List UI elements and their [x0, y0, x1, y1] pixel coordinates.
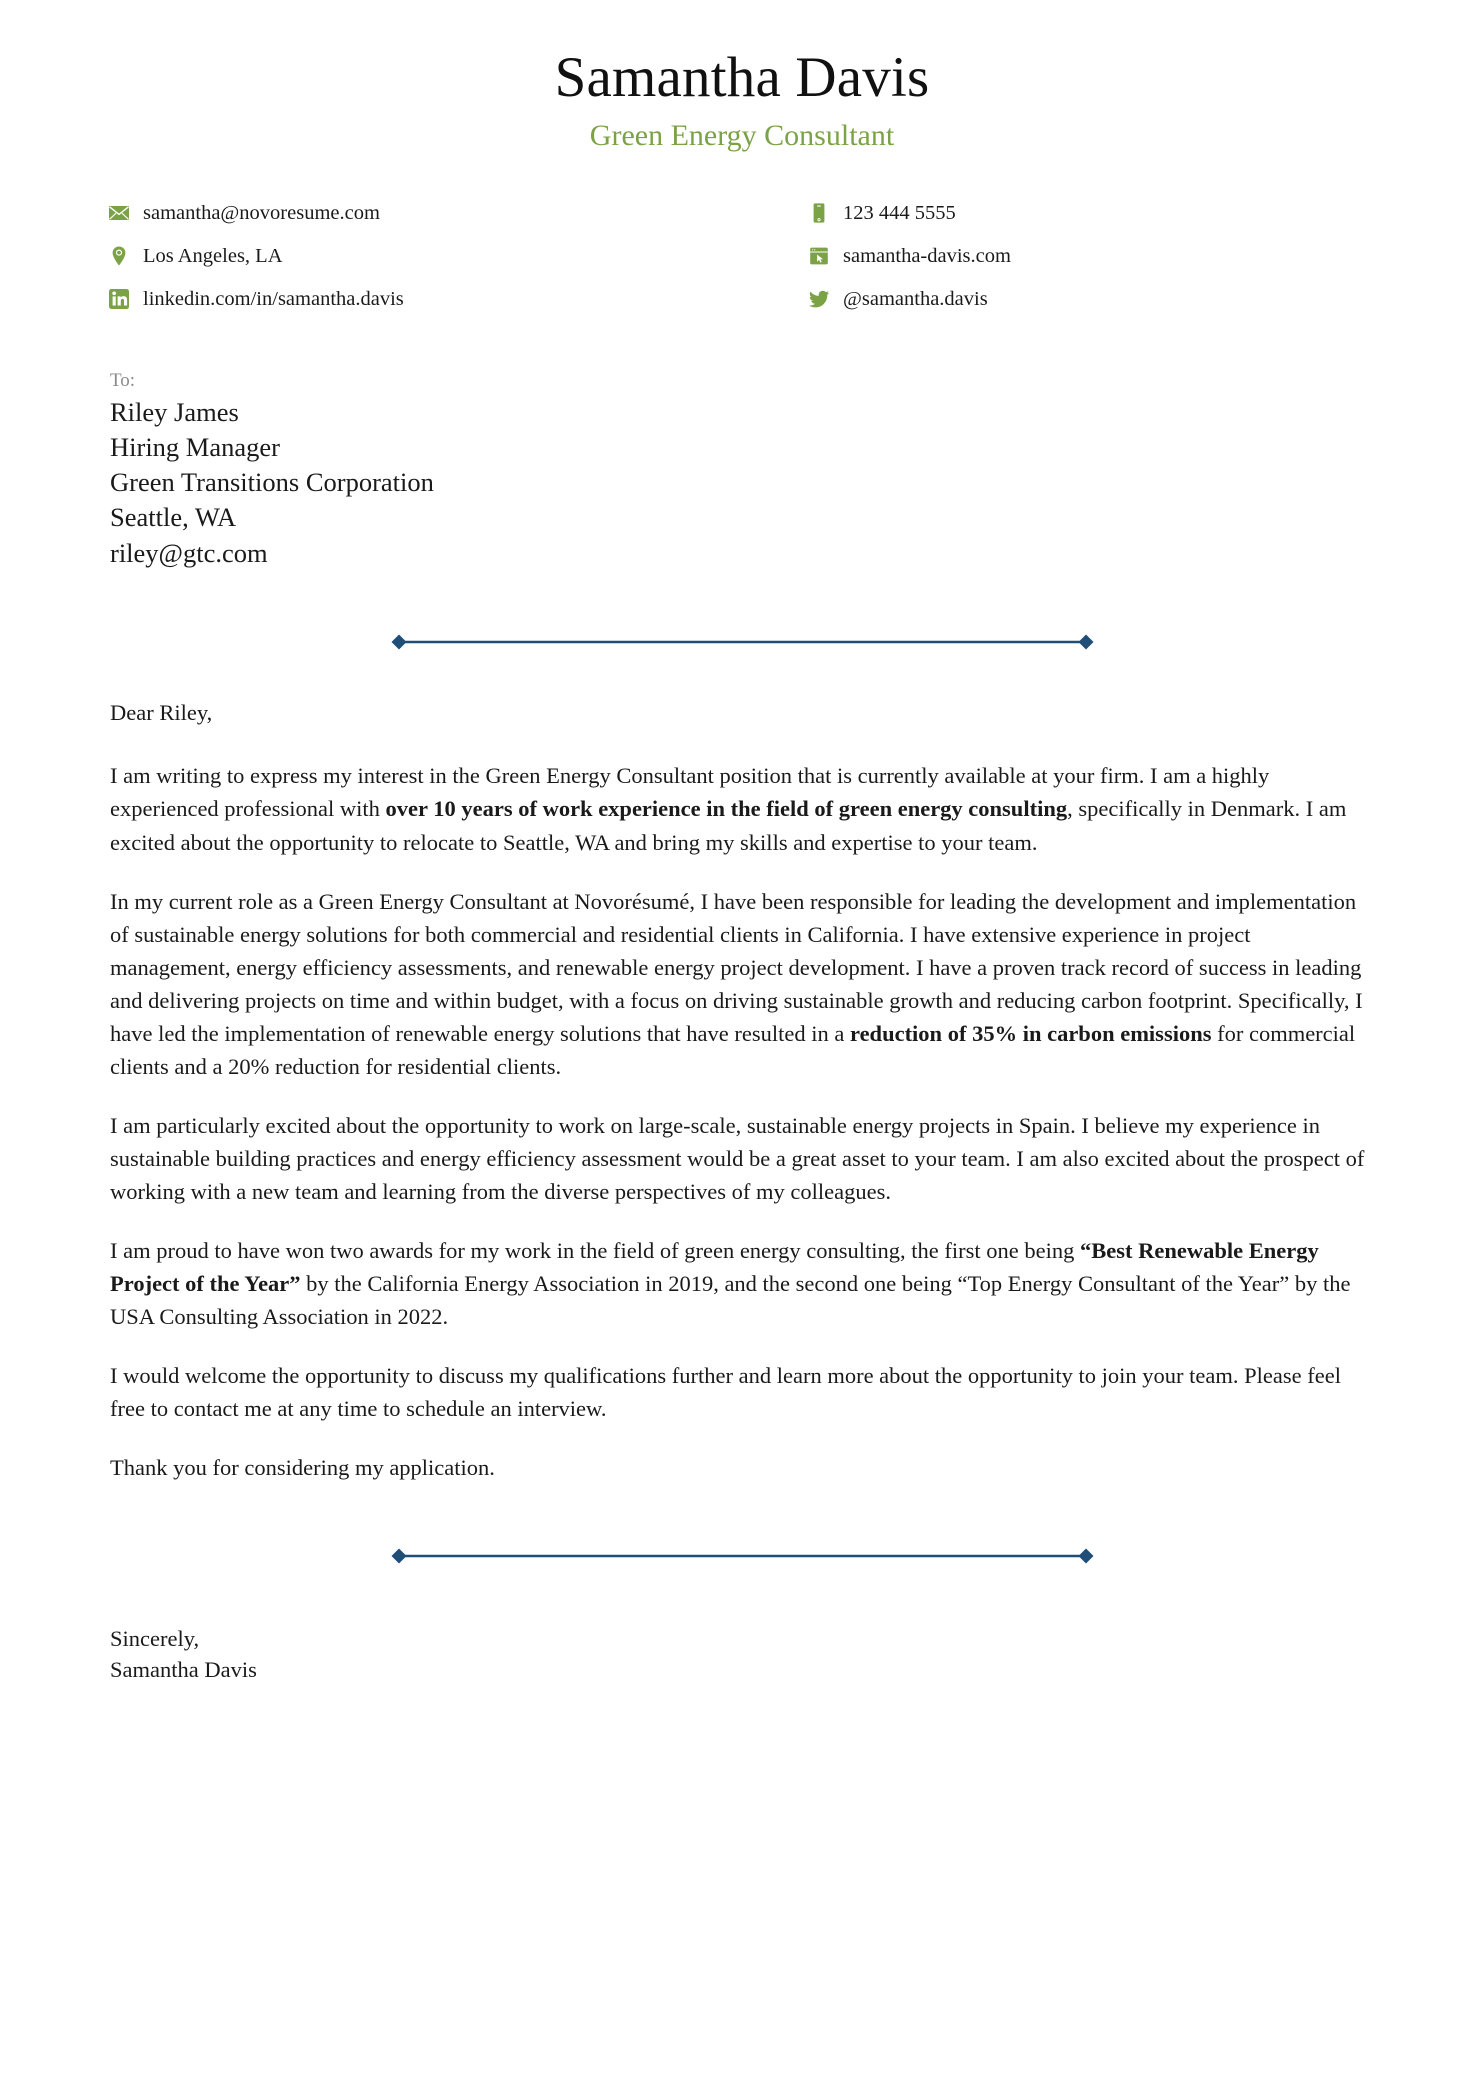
contact-item-twitter[interactable] [808, 285, 1376, 313]
location-pin-icon [108, 245, 130, 267]
salutation: Dear Riley, [110, 699, 213, 725]
sign-off: Sincerely, [110, 1625, 200, 1651]
contact-column-left [108, 199, 742, 313]
recipient-role: Hiring Manager [110, 431, 280, 462]
signature-name: Samantha Davis [110, 1656, 257, 1682]
closing-block [0, 1623, 1484, 1685]
email-icon [108, 202, 130, 224]
divider-line-icon [390, 1547, 1095, 1565]
contact-item-website[interactable] [808, 242, 1376, 270]
linkedin-icon [108, 288, 130, 310]
contact-item-email[interactable] [108, 199, 742, 227]
contact-value-twitter: @samantha.davis [843, 287, 988, 310]
divider-line-icon [390, 633, 1095, 651]
job-title: Green Energy Consultant [589, 118, 895, 152]
recipient-block [0, 369, 1484, 571]
recipient-name: Riley James [110, 396, 239, 427]
contact-value-email: samantha@novoresume.com [143, 201, 380, 224]
page-title: Samantha Davis [554, 46, 930, 109]
divider-bottom [390, 1547, 1095, 1565]
contact-item-location[interactable] [108, 242, 742, 270]
contact-item-phone[interactable] [808, 199, 1376, 227]
to-label: To: [110, 369, 136, 391]
recipient-email: riley@gtc.com [110, 537, 268, 568]
contact-column-right [742, 199, 1376, 313]
letter-paragraph: I am particularly excited about the opportunity to work on large-scale, sustainable energy projects in Spain. I believe my experience in sustainable building practices and energy efficiency assessment would be a great asset to your team. I am also excited about the prospect of working with a new team and learning from the diverse perspectives of my colleagues. [110, 1112, 1365, 1205]
letter-header [0, 0, 1484, 155]
contact-item-linkedin[interactable] [108, 285, 742, 313]
mobile-phone-icon [808, 202, 830, 224]
letter-paragraph: I am proud to have won two awards for my work in the field of green energy consulting, the first one being “Best Renewable Energy Project of the Year” by the California Energy Association in 2019, and the second one being “Top Energy Consultant of the Year” by the USA Consulting Association in 2022. [110, 1238, 1351, 1330]
divider-top [390, 633, 1095, 651]
contact-value-phone: 123 444 5555 [843, 201, 956, 224]
recipient-company: Green Transitions Corporation [110, 467, 434, 498]
letter-paragraph: Thank you for considering my application. [110, 1455, 495, 1481]
website-browser-icon [808, 245, 830, 267]
letter-paragraph: I am writing to express my interest in the Green Energy Consultant position that is currently available at your firm. I am a highly experienced professional with over 10 years of work experience in the field of green energy consulting, specifically in Denmark. I am excited about the opportunity to relocate to Seattle, WA and bring my skills and expertise to your team. [110, 763, 1347, 855]
letter-paragraph: I would welcome the opportunity to discuss my qualifications further and learn more about the opportunity to join your team. Please feel free to contact me at any time to schedule an interview. [110, 1363, 1341, 1422]
contact-details [0, 199, 1484, 313]
letter-paragraph: In my current role as a Green Energy Consultant at Novorésumé, I have been responsible for leading the development and implementation of sustainable energy solutions for both commercial and residential clients in California. I have extensive experience in project management, energy efficiency assessments, and renewable energy project development. I have a proven track record of success in leading and delivering projects on time and within budget, with a focus on driving sustainable growth and reducing carbon footprint. Specifically, I have led the implementation of renewable energy solutions that have resulted in a reduction of 35% in carbon emissions for commercial clients and a 20% reduction for residential clients. [110, 888, 1363, 1079]
recipient-location: Seattle, WA [110, 502, 237, 533]
contact-value-website: samantha-davis.com [843, 244, 1011, 267]
contact-value-linkedin: linkedin.com/in/samantha.davis [143, 287, 404, 310]
twitter-bird-icon [808, 288, 830, 310]
letter-body [0, 697, 1484, 1485]
contact-value-location: Los Angeles, LA [143, 244, 283, 267]
